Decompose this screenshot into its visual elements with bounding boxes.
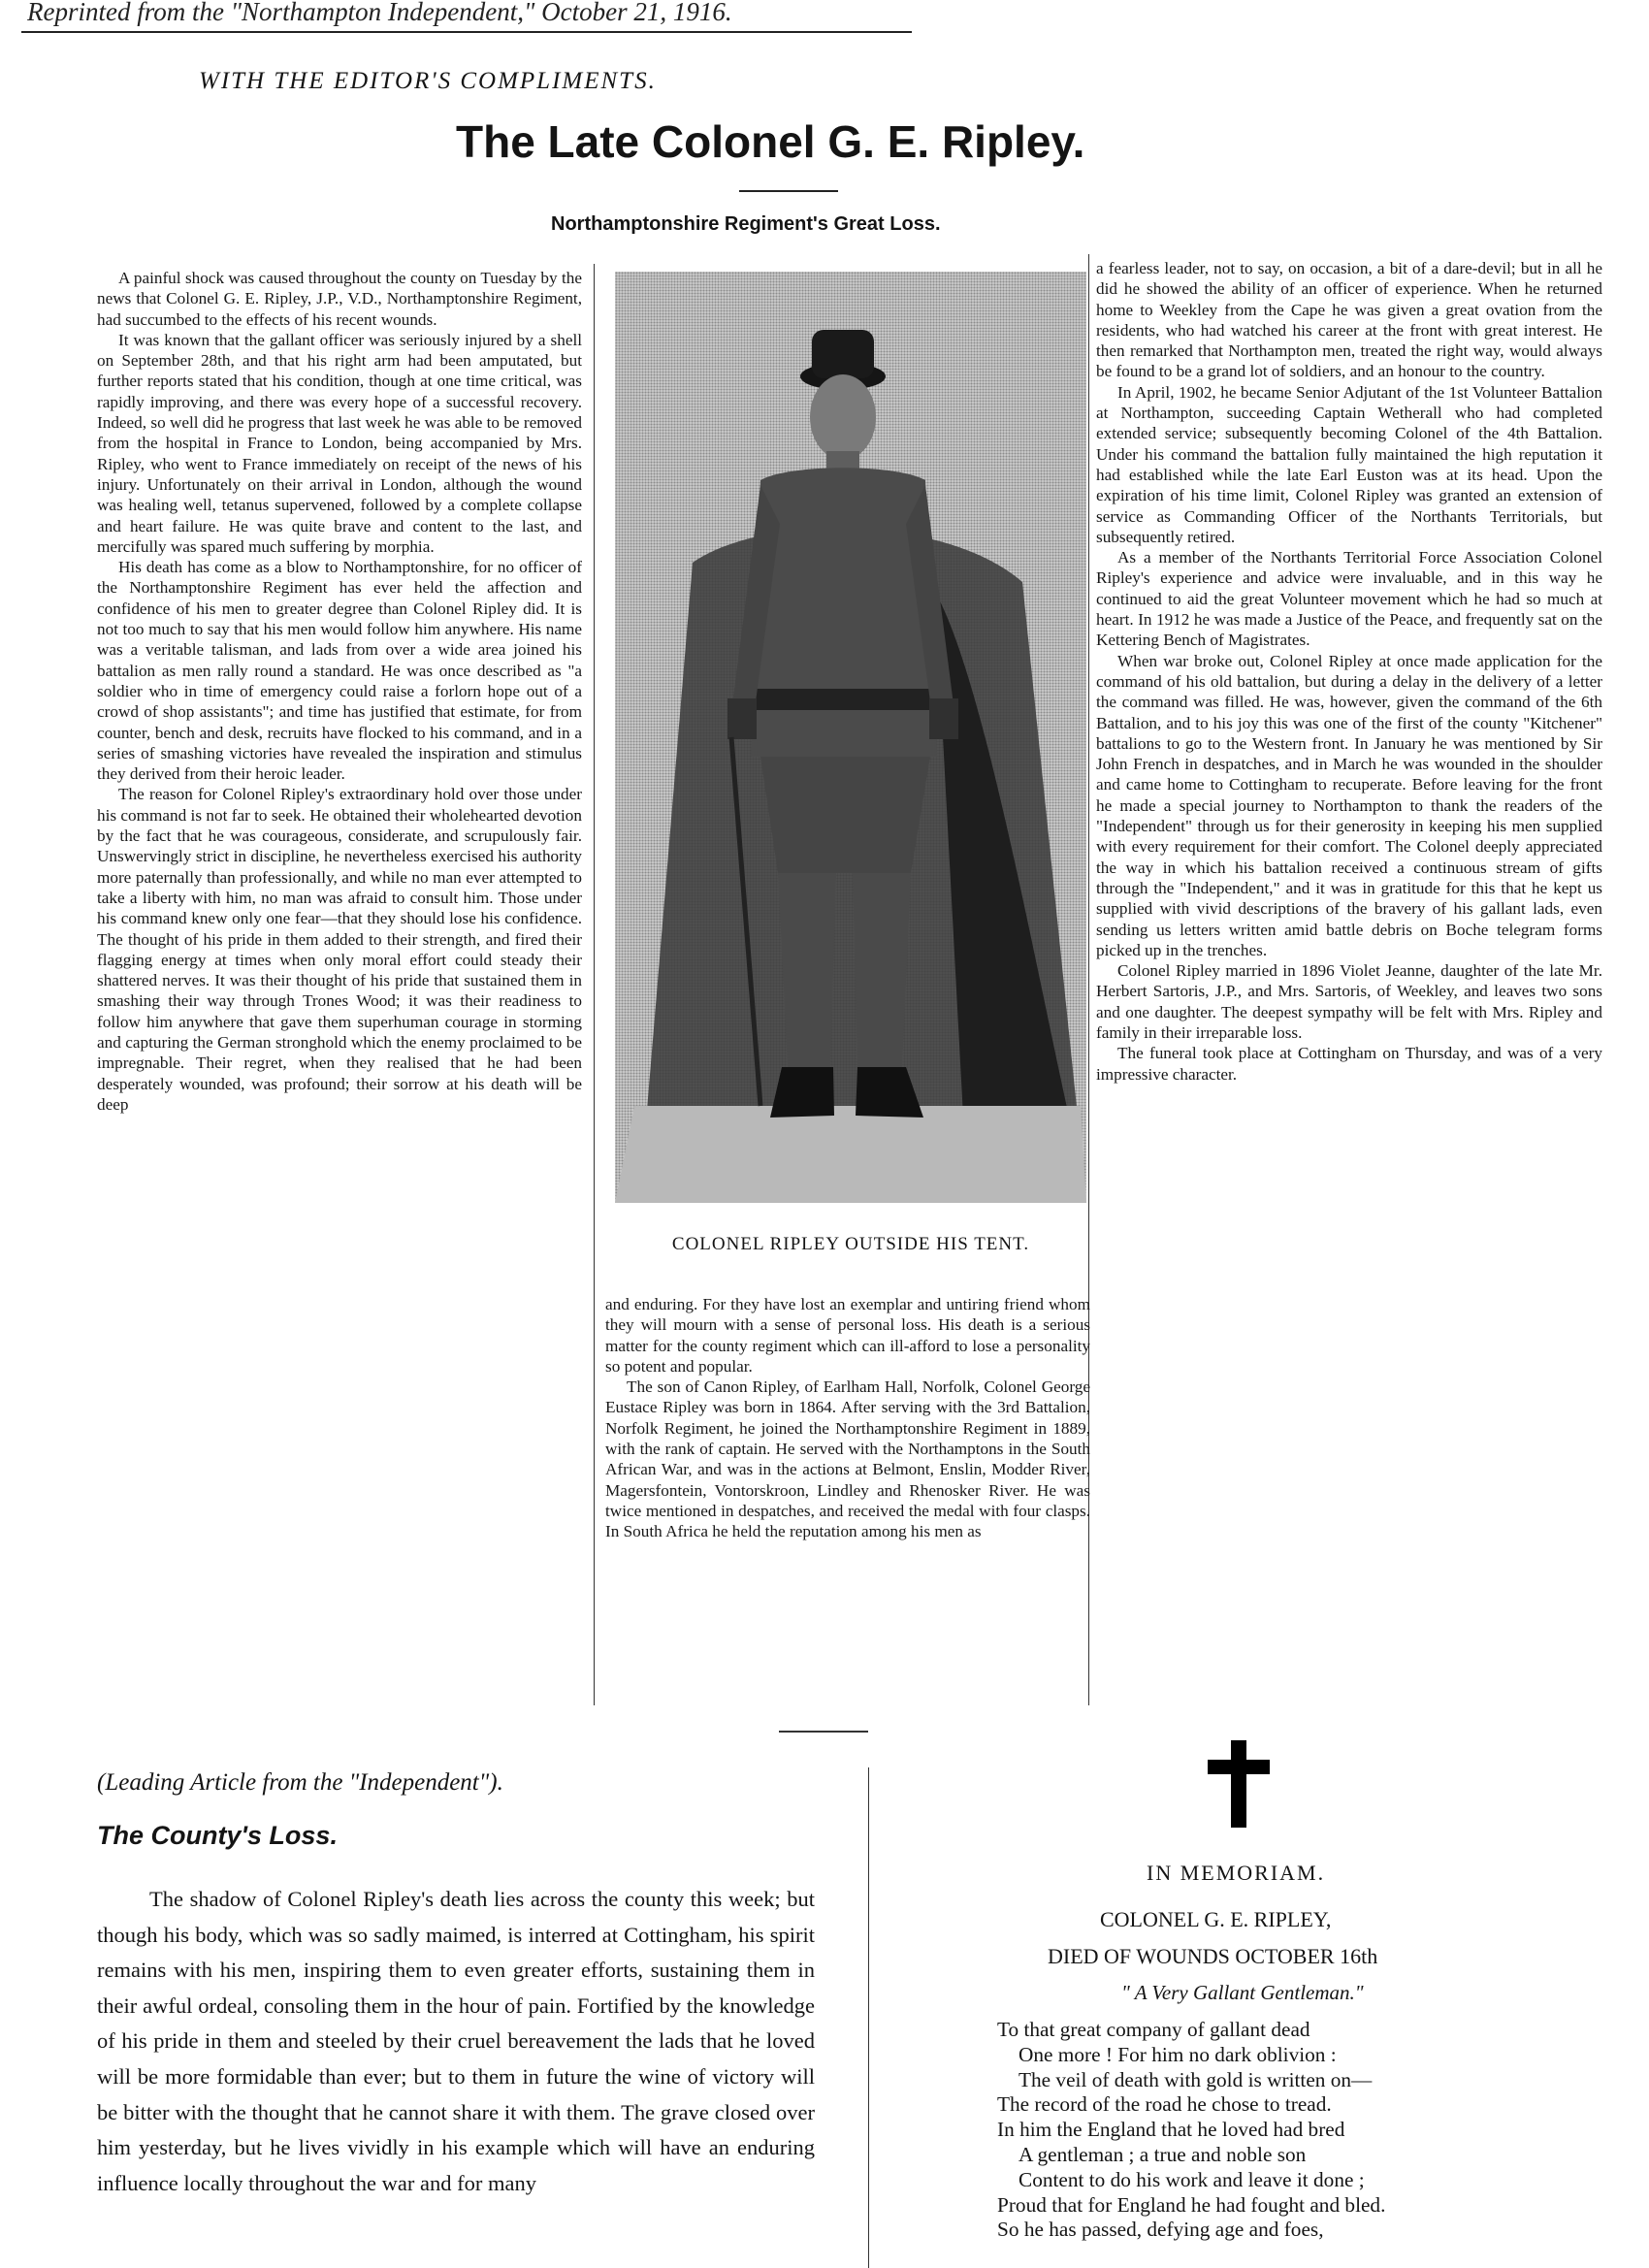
article-paragraph: It was known that the gallant officer was seriously injured by a shell on September 28th, and that his right arm had been amputated, but further reports stated that his condition, though at one time critical, was rapidly improving, and there was every hope of a successful recovery. Indeed, so well did he progress that last week he was able to be removed from the hospital in France to London, being accompanied by Mrs. Ripley, who went to France immediately on receipt of the news of his injury. Unfortunately on their arrival in London, although the wound was healing well, tetanus supervened, followed by a complete collapse and heart failure. He was quite brave and content to the last, and mercifully was spared much suffering by morphia.: [97, 330, 582, 556]
memoriam-poem: [997, 2018, 1618, 2243]
column-rule: [868, 1767, 869, 2268]
poem-line: So he has passed, defying age and foes,: [997, 2218, 1324, 2242]
article-paragraph: Colonel Ripley married in 1896 Violet Jeanne, daughter of the late Mr. Herbert Sartoris, J.P., and Mrs. Sartoris, of Weekley, and leaves two sons and one daughter. The deepest sympathy will be felt with Mrs. Ripley and family in their irreparable loss.: [1096, 961, 1602, 1042]
photo-caption: COLONEL RIPLEY OUTSIDE HIS TENT.: [671, 1234, 1030, 1254]
memoriam-died: DIED OF WOUNDS OCTOBER 16th: [1048, 1944, 1378, 1968]
article-paragraph: In April, 1902, he became Senior Adjutant of the 1st Volunteer Battalion at Northampton, succeeding Captain Wetherall who had completed extended service; subsequently becoming Colonel of the 4th Battalion. Under his command the battalion fully maintained the high reputation it had established while the late Earl Euston was at its head. Upon the expiration of his time limit, Colonel Ripley was granted an extension of service as Commanding Officer of the Northants Territorials, but subsequently retired.: [1096, 382, 1602, 546]
memoriam-name: COLONEL G. E. RIPLEY,: [1100, 1907, 1332, 1931]
reprint-notice: Reprinted from the "Northampton Independent," October 21, 1916.: [27, 0, 732, 26]
article-paragraph: The funeral took place at Cottingham on Thursday, and was of a very impressive character.: [1096, 1044, 1602, 1084]
article-paragraph: and enduring. For they have lost an exemplar and untiring friend whom they will mourn with a sense of personal loss. His death is a serious matter for the county regiment which can ill-afford to lose a personality so potent and popular.: [605, 1295, 1090, 1376]
poem-line: Proud that for England he had fought and bled.: [997, 2192, 1386, 2217]
poem-line: Content to do his work and leave it done ;: [1018, 2167, 1365, 2191]
poem-line: In him the England that he loved had bred: [997, 2118, 1345, 2142]
cross-icon: [1208, 1740, 1270, 1828]
article-paragraph: As a member of the Northants Territorial Force Association Colonel Ripley's experience and advice were invaluable, and in this way he continued to aid the great Volunteer movement which he had so much at heart. In 1912 he was made a Justice of the Peace, and frequently sat on the Kettering Bench of Magistrates.: [1096, 548, 1602, 650]
article-column-left: [97, 268, 582, 1703]
article-column-middle: [605, 1294, 1090, 1705]
article-paragraph: The reason for Colonel Ripley's extraordinary hold over those under his command is not far to seek. He obtained their wholehearted devotion by the fact that he was courageous, considerate, and scrupulously fair. Unswervingly strict in discipline, he nevertheless exercised his authority more paternally than professionally, and while no man ever attempted to take a liberty with him, no man was afraid to consult him. Those under his command knew only one fear—that they should lose his confidence. The thought of his pride in them added to their strength, and fired their flagging energy at times when only moral effort could steady their shattered nerves. It was their thought of his pride that sustained them in smashing their way through Trones Wood; it was their readiness to follow him anywhere that gave them superhuman courage in storming and capturing the German stronghold which the enemy proclaimed to be impregnable. Their regret, when they realised that he had been desperately wounded, was profound; their sorrow at his death will be deep: [97, 785, 582, 1114]
column-rule: [594, 264, 595, 1705]
leading-article-heading: The County's Loss.: [97, 1821, 338, 1850]
article-paragraph: His death has come as a blow to Northamptonshire, for no officer of the Northamptonshire Regiment has ever held the affection and confidence of his men to greater degree than Colonel Ripley did. It is not too much to say that his men would follow him anywhere. His name was a veritable talisman, and lads from over a wide area joined his battalion as men rally round a standard. He was once described as "a soldier who in time of emergency could raise a forlorn hope out of a crowd of shop assistants"; and time has justified that estimate, for from counter, bench and desk, recruits have flocked to his command, and in a series of smashing victories have revealed the inspiration and stimulus they derived from their heroic leader.: [97, 558, 582, 784]
poem-line: One more ! For him no dark oblivion :: [1018, 2042, 1337, 2066]
section-divider: [779, 1731, 868, 1733]
article-paragraph: When war broke out, Colonel Ripley at once made application for the command of his old battalion, but during a delay in the delivery of a letter the command was filled. He was, however, given the command of the 6th Battalion, and to his joy this was one of the first of the county "Kitchener" battalions to go to the Western front. In January he was mentioned by Sir John French in despatches, and in March he was wounded in the shoulder and came home to Cottingham to recuperate. Before leaving for the front he made a special journey to Northampton to thank the readers of the "Independent" through us for their generosity in keeping his men supplied with every requirement for their comfort. The Colonel deeply appreciated the way in which his battalion received a continuous stream of gifts through the "Independent," and it was in gratitude for this that he kept us supplied with vivid descriptions of the bravery of his gallant lads, even sending us letters written amid battle debris on Boche telegram forms picked up in the trenches.: [1096, 651, 1602, 959]
poem-line: The record of the road he chose to tread.: [997, 2092, 1332, 2117]
poem-line: The veil of death with gold is written on—: [1018, 2067, 1373, 2091]
leading-article-body: [97, 1882, 815, 2268]
article-paragraph: The son of Canon Ripley, of Earlham Hall, Norfolk, Colonel George Eustace Ripley was born in 1864. After serving with the 3rd Battalion, Norfolk Regiment, he joined the Northamptonshire Regiment in 1889, with the rank of captain. He served with the Northamptons in the South African War, and was in the actions at Belmont, Enslin, Modder River, Magersfontein, Vontorskroon, Lindley and Rhenosker River. He was twice mentioned in despatches, and received the medal with four clasps. In South Africa he held the reputation among his men as: [605, 1377, 1090, 1541]
article-paragraph: A painful shock was caused throughout the county on Tuesday by the news that Colonel G. E. Ripley, J.P., V.D., Northamptonshire Regiment, had succumbed to the effects of his recent wounds.: [97, 269, 582, 329]
article-paragraph: a fearless leader, not to say, on occasion, a bit of a dare-devil; but in all he did he showed the ability of an officer of experience. When he returned home to Weekley from the Cape he was given a great ovation from the residents, who had watched his career at the front with great interest. He then remarked that Northampton men, treated the right way, would always be found to be a grand lot of soldiers, and an honour to the country.: [1096, 259, 1602, 381]
colonel-portrait-illustration: [615, 272, 1086, 1203]
colonel-photo: [615, 272, 1086, 1203]
poem-line: A gentleman ; a true and noble son: [1018, 2142, 1307, 2166]
article-column-right: [1096, 258, 1602, 1703]
header-rule: [21, 31, 912, 33]
editor-compliments: WITH THE EDITOR'S COMPLIMENTS.: [199, 68, 657, 94]
memoriam-heading: IN MEMORIAM.: [1147, 1861, 1326, 1885]
leading-article-paragraph: The shadow of Colonel Ripley's death lies across the county this week; but though his body, which was so sadly maimed, is interred at Cottingham, his spirit remains with his men, inspiring them to even greater efforts, sustaining them in their awful ordeal, consoling them in the hour of pain. Fortified by the knowledge of his pride in them and steeled by their cruel bereavement the lads that he loved will be more formidable than ever; but to them in future the wine of victory will be bitter with the thought that he cannot share it with them. The grave closed over him yesterday, but he lives vividly in his example which will have an enduring influence locally throughout the war and for many: [97, 1887, 815, 2195]
title-rule: [739, 190, 838, 192]
leading-article-label: (Leading Article from the "Independent").: [97, 1769, 503, 1796]
page-subtitle: Northamptonshire Regiment's Great Loss.: [551, 213, 941, 235]
memoriam-quote: " A Very Gallant Gentleman.": [1121, 1981, 1364, 2004]
page-title: The Late Colonel G. E. Ripley.: [456, 116, 1085, 167]
poem-line: To that great company of gallant dead: [997, 2018, 1310, 2041]
